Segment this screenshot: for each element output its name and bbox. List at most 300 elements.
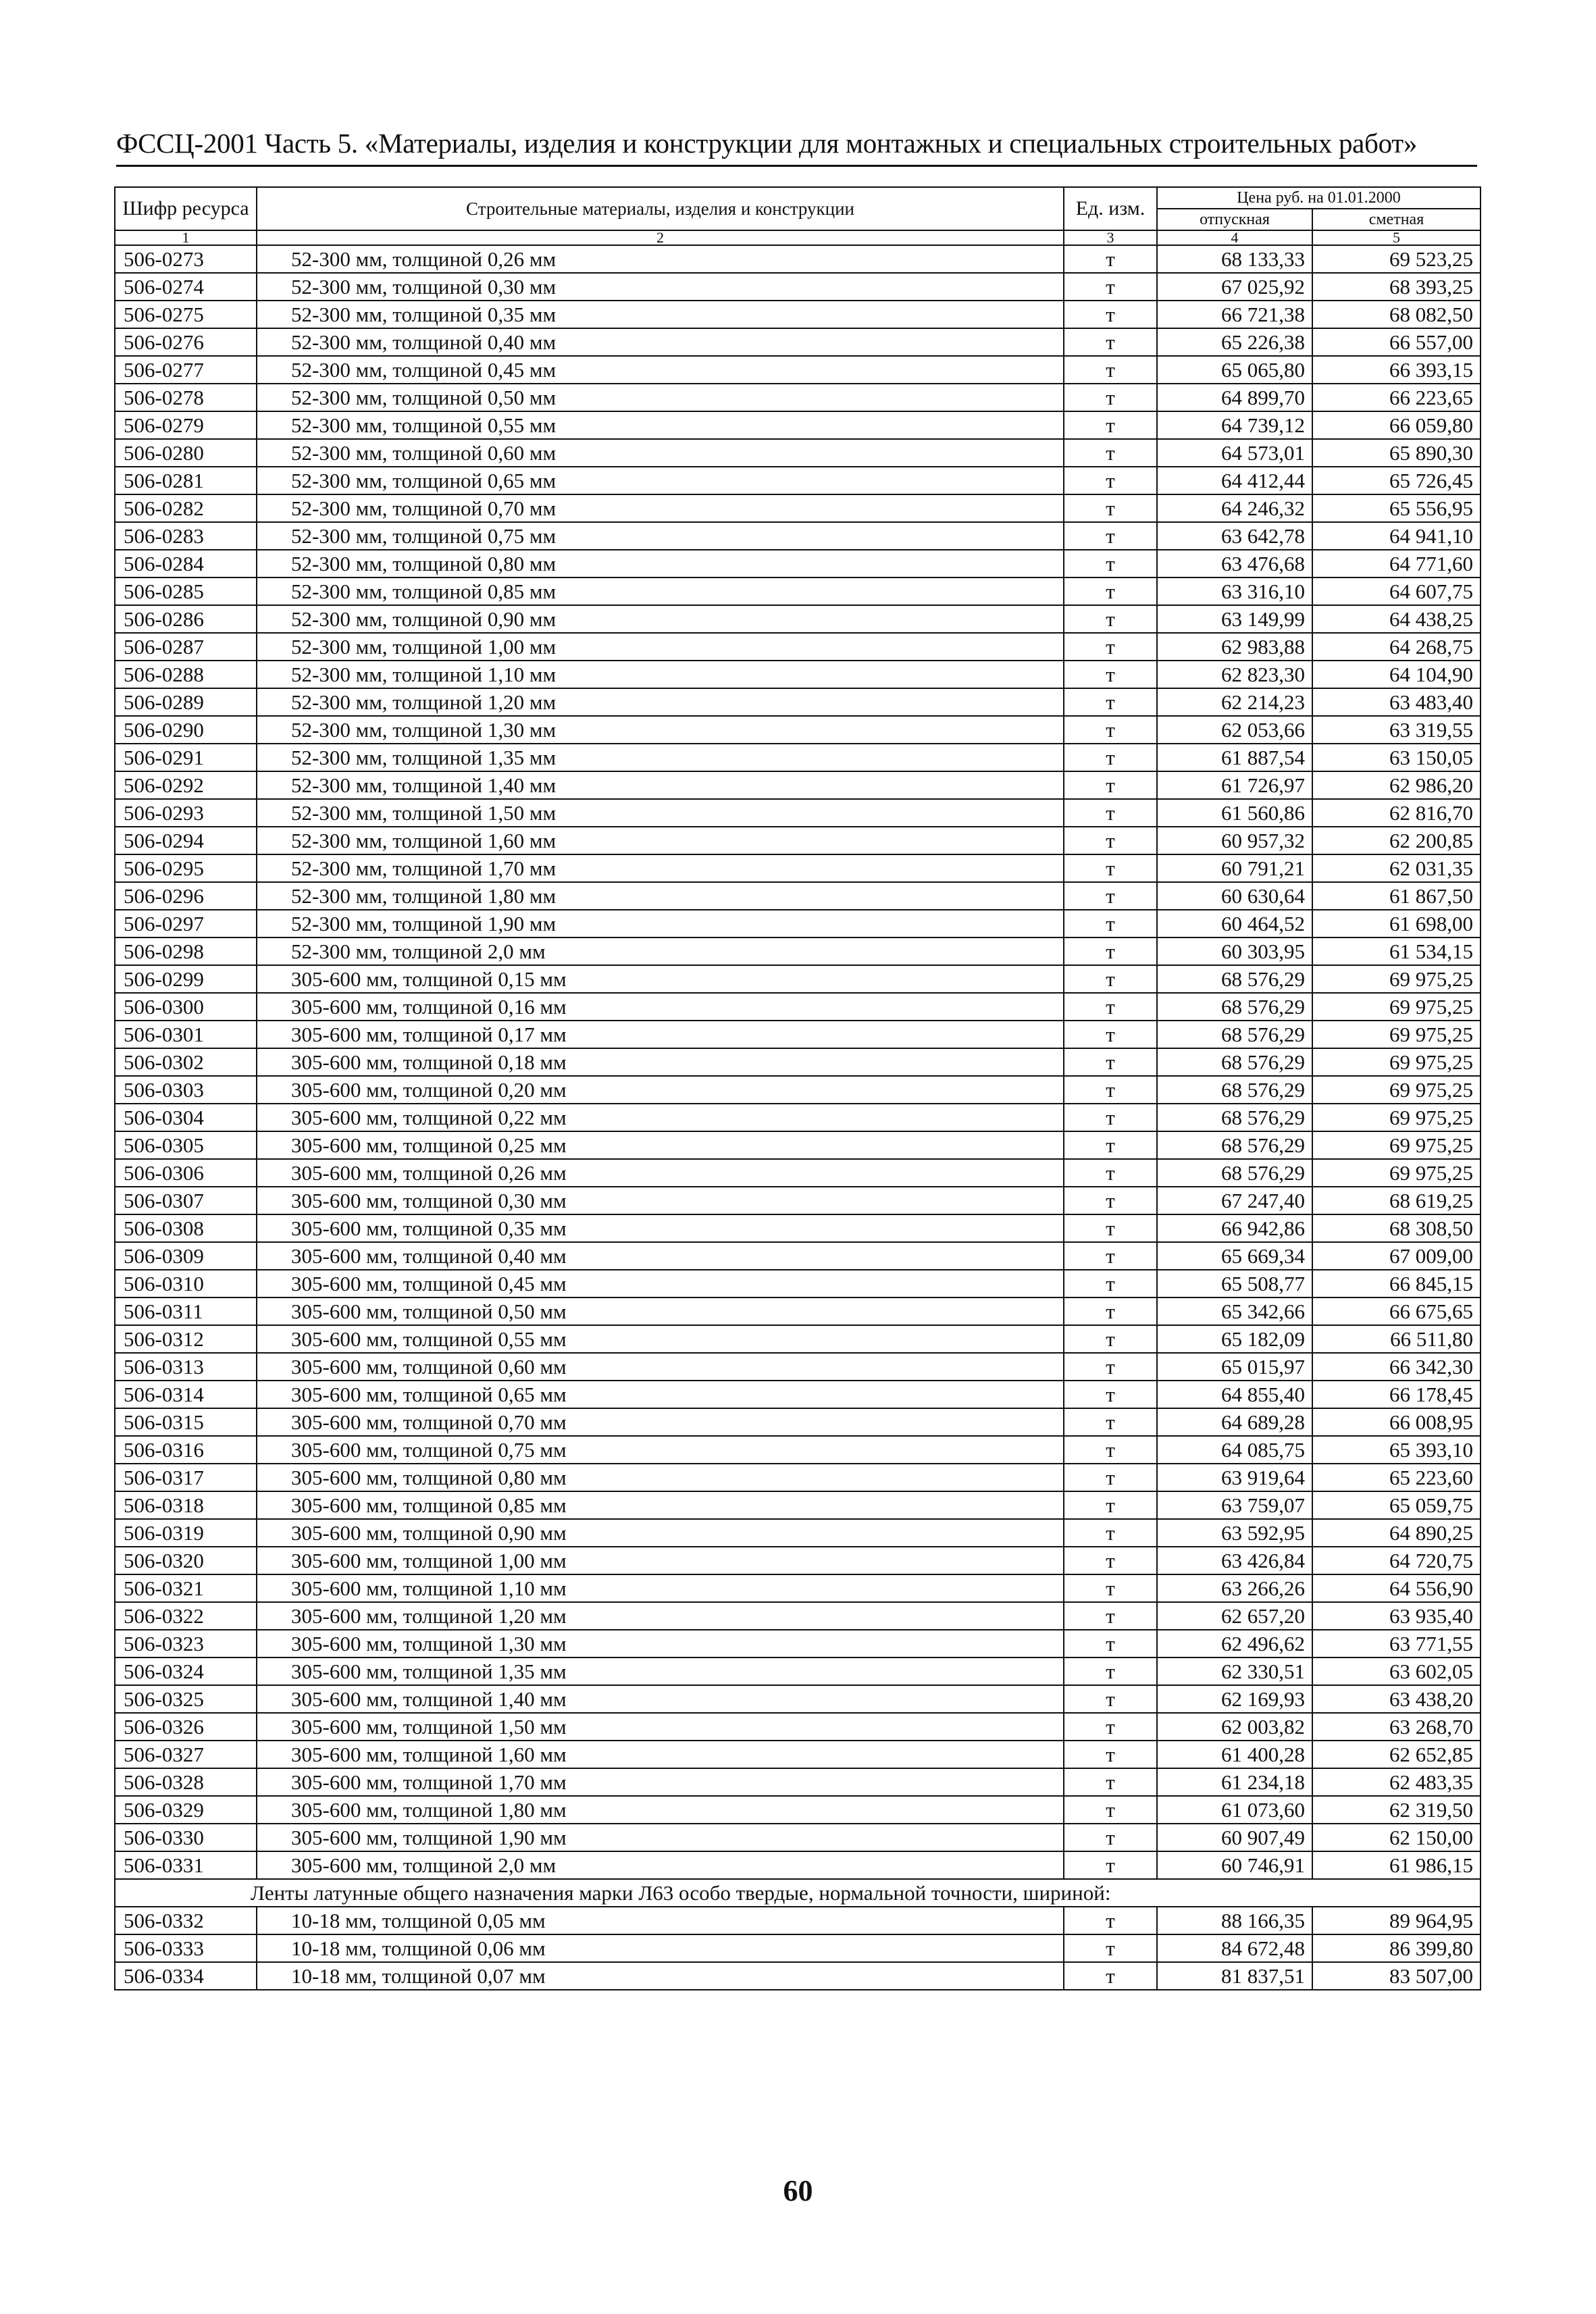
release-price: 61 234,18 <box>1157 1768 1312 1796</box>
unit-cell: т <box>1064 688 1157 716</box>
table-row <box>115 1325 1481 1353</box>
material-name: 305-600 мм, толщиной 0,16 мм <box>257 993 1064 1021</box>
material-name: 305-600 мм, толщиной 1,40 мм <box>257 1685 1064 1713</box>
unit-cell: т <box>1064 411 1157 439</box>
estimate-price: 63 438,20 <box>1312 1685 1481 1713</box>
estimate-price: 63 602,05 <box>1312 1657 1481 1685</box>
release-price: 68 576,29 <box>1157 1159 1312 1187</box>
resource-code: 506-0274 <box>115 273 257 301</box>
material-name: 305-600 мм, толщиной 0,40 мм <box>257 1242 1064 1270</box>
unit-cell: т <box>1064 1796 1157 1824</box>
material-name: 52-300 мм, толщиной 0,85 мм <box>257 577 1064 605</box>
material-name: 305-600 мм, толщиной 0,35 мм <box>257 1214 1064 1242</box>
resource-code: 506-0306 <box>115 1159 257 1187</box>
table-row <box>115 716 1481 744</box>
material-name: 305-600 мм, толщиной 0,55 мм <box>257 1325 1064 1353</box>
unit-cell: т <box>1064 522 1157 550</box>
section-title: Ленты латунные общего назначения марки Л63 особо твердые, нормальной точности, шириной: <box>115 1879 1481 1907</box>
material-name: 52-300 мм, толщиной 0,55 мм <box>257 411 1064 439</box>
unit-cell: т <box>1064 1685 1157 1713</box>
unit-cell: т <box>1064 577 1157 605</box>
table-row <box>115 328 1481 356</box>
unit-cell: т <box>1064 882 1157 910</box>
unit-cell: т <box>1064 1630 1157 1657</box>
col-code-header: Шифр ресурса <box>115 187 257 230</box>
release-price: 60 907,49 <box>1157 1824 1312 1851</box>
material-name: 52-300 мм, толщиной 1,70 мм <box>257 854 1064 882</box>
release-price: 64 855,40 <box>1157 1381 1312 1408</box>
table-row <box>115 1962 1481 1990</box>
material-name: 305-600 мм, толщиной 0,22 мм <box>257 1104 1064 1131</box>
estimate-price: 64 556,90 <box>1312 1574 1481 1602</box>
unit-cell: т <box>1064 1741 1157 1768</box>
material-name: 305-600 мм, толщиной 1,70 мм <box>257 1768 1064 1796</box>
estimate-price: 62 986,20 <box>1312 771 1481 799</box>
estimate-price: 61 867,50 <box>1312 882 1481 910</box>
release-price: 65 508,77 <box>1157 1270 1312 1297</box>
material-name: 305-600 мм, толщиной 1,35 мм <box>257 1657 1064 1685</box>
estimate-price: 62 816,70 <box>1312 799 1481 827</box>
resource-code: 506-0285 <box>115 577 257 605</box>
release-price: 68 133,33 <box>1157 245 1312 273</box>
estimate-price: 69 975,25 <box>1312 1021 1481 1048</box>
table-section <box>115 1879 1481 1907</box>
release-price: 61 726,97 <box>1157 771 1312 799</box>
resource-code: 506-0317 <box>115 1464 257 1491</box>
estimate-price: 64 720,75 <box>1312 1547 1481 1574</box>
release-price: 68 576,29 <box>1157 1131 1312 1159</box>
table-row <box>115 1436 1481 1464</box>
resource-code: 506-0331 <box>115 1851 257 1879</box>
material-name: 305-600 мм, толщиной 1,60 мм <box>257 1741 1064 1768</box>
resource-code: 506-0325 <box>115 1685 257 1713</box>
resource-code: 506-0297 <box>115 910 257 937</box>
unit-cell: т <box>1064 854 1157 882</box>
resource-code: 506-0276 <box>115 328 257 356</box>
table-row <box>115 411 1481 439</box>
resource-code: 506-0319 <box>115 1519 257 1547</box>
unit-cell: т <box>1064 384 1157 411</box>
resource-code: 506-0316 <box>115 1436 257 1464</box>
estimate-price: 63 268,70 <box>1312 1713 1481 1741</box>
estimate-price: 68 393,25 <box>1312 273 1481 301</box>
estimate-price: 65 726,45 <box>1312 467 1481 494</box>
resource-code: 506-0286 <box>115 605 257 633</box>
release-price: 68 576,29 <box>1157 965 1312 993</box>
release-price: 64 573,01 <box>1157 439 1312 467</box>
material-name: 52-300 мм, толщиной 1,00 мм <box>257 633 1064 661</box>
unit-cell: т <box>1064 799 1157 827</box>
header-rule <box>116 165 1477 167</box>
estimate-price: 64 890,25 <box>1312 1519 1481 1547</box>
release-price: 63 316,10 <box>1157 577 1312 605</box>
unit-cell: т <box>1064 1131 1157 1159</box>
estimate-price: 69 975,25 <box>1312 1104 1481 1131</box>
estimate-price: 65 223,60 <box>1312 1464 1481 1491</box>
estimate-price: 66 008,95 <box>1312 1408 1481 1436</box>
estimate-price: 62 652,85 <box>1312 1741 1481 1768</box>
resource-code: 506-0281 <box>115 467 257 494</box>
table-row <box>115 661 1481 688</box>
estimate-price: 69 975,25 <box>1312 965 1481 993</box>
table-row <box>115 633 1481 661</box>
material-name: 305-600 мм, толщиной 1,00 мм <box>257 1547 1064 1574</box>
release-price: 88 166,35 <box>1157 1907 1312 1934</box>
table-header <box>115 187 1481 245</box>
table-row <box>115 1574 1481 1602</box>
release-price: 60 746,91 <box>1157 1851 1312 1879</box>
release-price: 65 342,66 <box>1157 1297 1312 1325</box>
table-row <box>115 1048 1481 1076</box>
table-row <box>115 1270 1481 1297</box>
material-name: 305-600 мм, толщиной 0,17 мм <box>257 1021 1064 1048</box>
release-price: 63 476,68 <box>1157 550 1312 577</box>
estimate-price: 63 483,40 <box>1312 688 1481 716</box>
unit-cell: т <box>1064 1048 1157 1076</box>
unit-cell: т <box>1064 937 1157 965</box>
material-name: 305-600 мм, толщиной 1,50 мм <box>257 1713 1064 1741</box>
table-row <box>115 910 1481 937</box>
unit-cell: т <box>1064 1547 1157 1574</box>
release-price: 62 214,23 <box>1157 688 1312 716</box>
table-row <box>115 744 1481 771</box>
table-row <box>115 550 1481 577</box>
material-name: 305-600 мм, толщиной 0,70 мм <box>257 1408 1064 1436</box>
release-price: 60 303,95 <box>1157 937 1312 965</box>
table-row <box>115 1159 1481 1187</box>
material-name: 52-300 мм, толщиной 1,30 мм <box>257 716 1064 744</box>
resource-code: 506-0303 <box>115 1076 257 1104</box>
material-name: 52-300 мм, толщиной 1,80 мм <box>257 882 1064 910</box>
release-price: 64 412,44 <box>1157 467 1312 494</box>
unit-cell: т <box>1064 1325 1157 1353</box>
material-name: 52-300 мм, толщиной 1,40 мм <box>257 771 1064 799</box>
resource-code: 506-0327 <box>115 1741 257 1768</box>
material-name: 305-600 мм, толщиной 0,45 мм <box>257 1270 1064 1297</box>
material-name: 305-600 мм, толщиной 1,20 мм <box>257 1602 1064 1630</box>
release-price: 65 226,38 <box>1157 328 1312 356</box>
release-price: 81 837,51 <box>1157 1962 1312 1990</box>
resource-code: 506-0291 <box>115 744 257 771</box>
table-row <box>115 245 1481 273</box>
unit-cell: т <box>1064 328 1157 356</box>
table-row <box>115 688 1481 716</box>
release-price: 64 899,70 <box>1157 384 1312 411</box>
table-row <box>115 771 1481 799</box>
resource-code: 506-0299 <box>115 965 257 993</box>
table-row <box>115 1824 1481 1851</box>
unit-cell: т <box>1064 1519 1157 1547</box>
release-price: 68 576,29 <box>1157 1104 1312 1131</box>
unit-cell: т <box>1064 1021 1157 1048</box>
release-price: 65 669,34 <box>1157 1242 1312 1270</box>
table-row <box>115 1076 1481 1104</box>
table-row <box>115 1242 1481 1270</box>
release-price: 68 576,29 <box>1157 1048 1312 1076</box>
table-row <box>115 1741 1481 1768</box>
estimate-price: 66 845,15 <box>1312 1270 1481 1297</box>
material-name: 52-300 мм, толщиной 1,35 мм <box>257 744 1064 771</box>
estimate-price: 67 009,00 <box>1312 1242 1481 1270</box>
material-name: 52-300 мм, толщиной 0,26 мм <box>257 245 1064 273</box>
release-price: 67 247,40 <box>1157 1187 1312 1214</box>
table-row <box>115 937 1481 965</box>
material-name: 305-600 мм, толщиной 0,75 мм <box>257 1436 1064 1464</box>
unit-cell: т <box>1064 1657 1157 1685</box>
estimate-price: 69 975,25 <box>1312 1159 1481 1187</box>
unit-cell: т <box>1064 661 1157 688</box>
release-price: 66 942,86 <box>1157 1214 1312 1242</box>
resource-code: 506-0313 <box>115 1353 257 1381</box>
estimate-price: 89 964,95 <box>1312 1907 1481 1934</box>
unit-cell: т <box>1064 1187 1157 1214</box>
page-header: ФССЦ-2001 Часть 5. «Материалы, изделия и конструкции для монтажных и специальных строительных работ» <box>116 128 1418 159</box>
release-price: 62 330,51 <box>1157 1657 1312 1685</box>
table-row <box>115 1464 1481 1491</box>
release-price: 65 065,80 <box>1157 356 1312 384</box>
table-row <box>115 356 1481 384</box>
col-release-header: отпускная <box>1157 209 1312 230</box>
resource-code: 506-0321 <box>115 1574 257 1602</box>
resource-code: 506-0333 <box>115 1934 257 1962</box>
estimate-price: 66 059,80 <box>1312 411 1481 439</box>
unit-cell: т <box>1064 1270 1157 1297</box>
release-price: 68 576,29 <box>1157 1076 1312 1104</box>
release-price: 62 053,66 <box>1157 716 1312 744</box>
material-name: 305-600 мм, толщиной 0,20 мм <box>257 1076 1064 1104</box>
estimate-price: 69 975,25 <box>1312 1048 1481 1076</box>
estimate-price: 63 771,55 <box>1312 1630 1481 1657</box>
material-name: 52-300 мм, толщиной 1,10 мм <box>257 661 1064 688</box>
column-number: 4 <box>1157 230 1312 245</box>
estimate-price: 64 438,25 <box>1312 605 1481 633</box>
table-row <box>115 605 1481 633</box>
table-row <box>115 439 1481 467</box>
estimate-price: 66 223,65 <box>1312 384 1481 411</box>
resource-code: 506-0334 <box>115 1962 257 1990</box>
material-name: 305-600 мм, толщиной 1,90 мм <box>257 1824 1064 1851</box>
material-name: 305-600 мм, толщиной 0,80 мм <box>257 1464 1064 1491</box>
resource-code: 506-0329 <box>115 1796 257 1824</box>
estimate-price: 64 268,75 <box>1312 633 1481 661</box>
material-name: 52-300 мм, толщиной 1,60 мм <box>257 827 1064 854</box>
section-row <box>115 1879 1481 1907</box>
unit-cell: т <box>1064 1381 1157 1408</box>
unit-cell: т <box>1064 1214 1157 1242</box>
resource-code: 506-0320 <box>115 1547 257 1574</box>
resource-code: 506-0308 <box>115 1214 257 1242</box>
resource-code: 506-0287 <box>115 633 257 661</box>
table-row <box>115 1685 1481 1713</box>
unit-cell: т <box>1064 993 1157 1021</box>
material-name: 305-600 мм, толщиной 0,50 мм <box>257 1297 1064 1325</box>
unit-cell: т <box>1064 827 1157 854</box>
resource-code: 506-0277 <box>115 356 257 384</box>
unit-cell: т <box>1064 1851 1157 1879</box>
column-number: 5 <box>1312 230 1481 245</box>
resource-code: 506-0298 <box>115 937 257 965</box>
unit-cell: т <box>1064 605 1157 633</box>
release-price: 64 085,75 <box>1157 1436 1312 1464</box>
resource-code: 506-0301 <box>115 1021 257 1048</box>
release-price: 62 823,30 <box>1157 661 1312 688</box>
material-name: 52-300 мм, толщиной 0,75 мм <box>257 522 1064 550</box>
material-name: 52-300 мм, толщиной 1,20 мм <box>257 688 1064 716</box>
resource-code: 506-0282 <box>115 494 257 522</box>
release-price: 63 642,78 <box>1157 522 1312 550</box>
resource-code: 506-0305 <box>115 1131 257 1159</box>
resource-code: 506-0295 <box>115 854 257 882</box>
unit-cell: т <box>1064 1297 1157 1325</box>
release-price: 62 657,20 <box>1157 1602 1312 1630</box>
material-name: 52-300 мм, толщиной 2,0 мм <box>257 937 1064 965</box>
table-row <box>115 1851 1481 1879</box>
table-row <box>115 577 1481 605</box>
release-price: 61 887,54 <box>1157 744 1312 771</box>
resource-code: 506-0314 <box>115 1381 257 1408</box>
table-body-main <box>115 245 1481 1879</box>
column-number: 2 <box>257 230 1064 245</box>
unit-cell: т <box>1064 1824 1157 1851</box>
column-number-row <box>115 230 1481 245</box>
resource-code: 506-0312 <box>115 1325 257 1353</box>
estimate-price: 61 698,00 <box>1312 910 1481 937</box>
table-row <box>115 494 1481 522</box>
table-row <box>115 993 1481 1021</box>
estimate-price: 69 975,25 <box>1312 993 1481 1021</box>
release-price: 67 025,92 <box>1157 273 1312 301</box>
material-name: 305-600 мм, толщиной 0,30 мм <box>257 1187 1064 1214</box>
release-price: 62 169,93 <box>1157 1685 1312 1713</box>
material-name: 52-300 мм, толщиной 0,65 мм <box>257 467 1064 494</box>
estimate-price: 64 941,10 <box>1312 522 1481 550</box>
resource-code: 506-0288 <box>115 661 257 688</box>
estimate-price: 66 178,45 <box>1312 1381 1481 1408</box>
table-row <box>115 1657 1481 1685</box>
unit-cell: т <box>1064 1962 1157 1990</box>
material-name: 52-300 мм, толщиной 0,40 мм <box>257 328 1064 356</box>
table-row <box>115 965 1481 993</box>
release-price: 63 919,64 <box>1157 1464 1312 1491</box>
table-row <box>115 1104 1481 1131</box>
resource-code: 506-0311 <box>115 1297 257 1325</box>
table-row <box>115 1353 1481 1381</box>
table-row <box>115 799 1481 827</box>
resource-code: 506-0309 <box>115 1242 257 1270</box>
table-row <box>115 1547 1481 1574</box>
estimate-price: 83 507,00 <box>1312 1962 1481 1990</box>
unit-cell: т <box>1064 1574 1157 1602</box>
estimate-price: 69 975,25 <box>1312 1131 1481 1159</box>
col-unit-header: Ед. изм. <box>1064 187 1157 230</box>
material-name: 305-600 мм, толщиной 0,60 мм <box>257 1353 1064 1381</box>
resource-code: 506-0315 <box>115 1408 257 1436</box>
resource-code: 506-0304 <box>115 1104 257 1131</box>
price-table <box>114 186 1481 1990</box>
material-name: 52-300 мм, толщиной 0,60 мм <box>257 439 1064 467</box>
resource-code: 506-0296 <box>115 882 257 910</box>
estimate-price: 66 393,15 <box>1312 356 1481 384</box>
release-price: 63 149,99 <box>1157 605 1312 633</box>
release-price: 62 983,88 <box>1157 633 1312 661</box>
resource-code: 506-0300 <box>115 993 257 1021</box>
material-name: 52-300 мм, толщиной 0,35 мм <box>257 301 1064 328</box>
table-row <box>115 882 1481 910</box>
table-row <box>115 1131 1481 1159</box>
release-price: 64 689,28 <box>1157 1408 1312 1436</box>
material-name: 10-18 мм, толщиной 0,07 мм <box>257 1962 1064 1990</box>
release-price: 63 592,95 <box>1157 1519 1312 1547</box>
unit-cell: т <box>1064 633 1157 661</box>
estimate-price: 63 935,40 <box>1312 1602 1481 1630</box>
release-price: 62 003,82 <box>1157 1713 1312 1741</box>
release-price: 65 182,09 <box>1157 1325 1312 1353</box>
table-row <box>115 1907 1481 1934</box>
release-price: 64 246,32 <box>1157 494 1312 522</box>
material-name: 52-300 мм, толщиной 0,45 мм <box>257 356 1064 384</box>
unit-cell: т <box>1064 1159 1157 1187</box>
resource-code: 506-0318 <box>115 1491 257 1519</box>
resource-code: 506-0332 <box>115 1907 257 1934</box>
release-price: 65 015,97 <box>1157 1353 1312 1381</box>
release-price: 63 266,26 <box>1157 1574 1312 1602</box>
unit-cell: т <box>1064 494 1157 522</box>
estimate-price: 65 890,30 <box>1312 439 1481 467</box>
estimate-price: 69 975,25 <box>1312 1076 1481 1104</box>
unit-cell: т <box>1064 467 1157 494</box>
table-row <box>115 273 1481 301</box>
release-price: 68 576,29 <box>1157 993 1312 1021</box>
resource-code: 506-0280 <box>115 439 257 467</box>
resource-code: 506-0273 <box>115 245 257 273</box>
column-number: 1 <box>115 230 257 245</box>
unit-cell: т <box>1064 356 1157 384</box>
unit-cell: т <box>1064 301 1157 328</box>
table-row <box>115 1934 1481 1962</box>
release-price: 62 496,62 <box>1157 1630 1312 1657</box>
resource-code: 506-0310 <box>115 1270 257 1297</box>
release-price: 60 630,64 <box>1157 882 1312 910</box>
unit-cell: т <box>1064 1104 1157 1131</box>
estimate-price: 69 523,25 <box>1312 245 1481 273</box>
table-row <box>115 1768 1481 1796</box>
release-price: 60 957,32 <box>1157 827 1312 854</box>
release-price: 66 721,38 <box>1157 301 1312 328</box>
unit-cell: т <box>1064 744 1157 771</box>
estimate-price: 64 607,75 <box>1312 577 1481 605</box>
resource-code: 506-0292 <box>115 771 257 799</box>
estimate-price: 68 082,50 <box>1312 301 1481 328</box>
release-price: 61 400,28 <box>1157 1741 1312 1768</box>
table-row <box>115 1297 1481 1325</box>
unit-cell: т <box>1064 771 1157 799</box>
unit-cell: т <box>1064 910 1157 937</box>
unit-cell: т <box>1064 439 1157 467</box>
table-row <box>115 854 1481 882</box>
release-price: 61 560,86 <box>1157 799 1312 827</box>
table-row <box>115 1713 1481 1741</box>
resource-code: 506-0307 <box>115 1187 257 1214</box>
estimate-price: 62 200,85 <box>1312 827 1481 854</box>
resource-code: 506-0289 <box>115 688 257 716</box>
resource-code: 506-0323 <box>115 1630 257 1657</box>
estimate-price: 66 557,00 <box>1312 328 1481 356</box>
release-price: 60 791,21 <box>1157 854 1312 882</box>
estimate-price: 68 619,25 <box>1312 1187 1481 1214</box>
material-name: 52-300 мм, толщиной 0,30 мм <box>257 273 1064 301</box>
estimate-price: 63 319,55 <box>1312 716 1481 744</box>
table-row <box>115 522 1481 550</box>
